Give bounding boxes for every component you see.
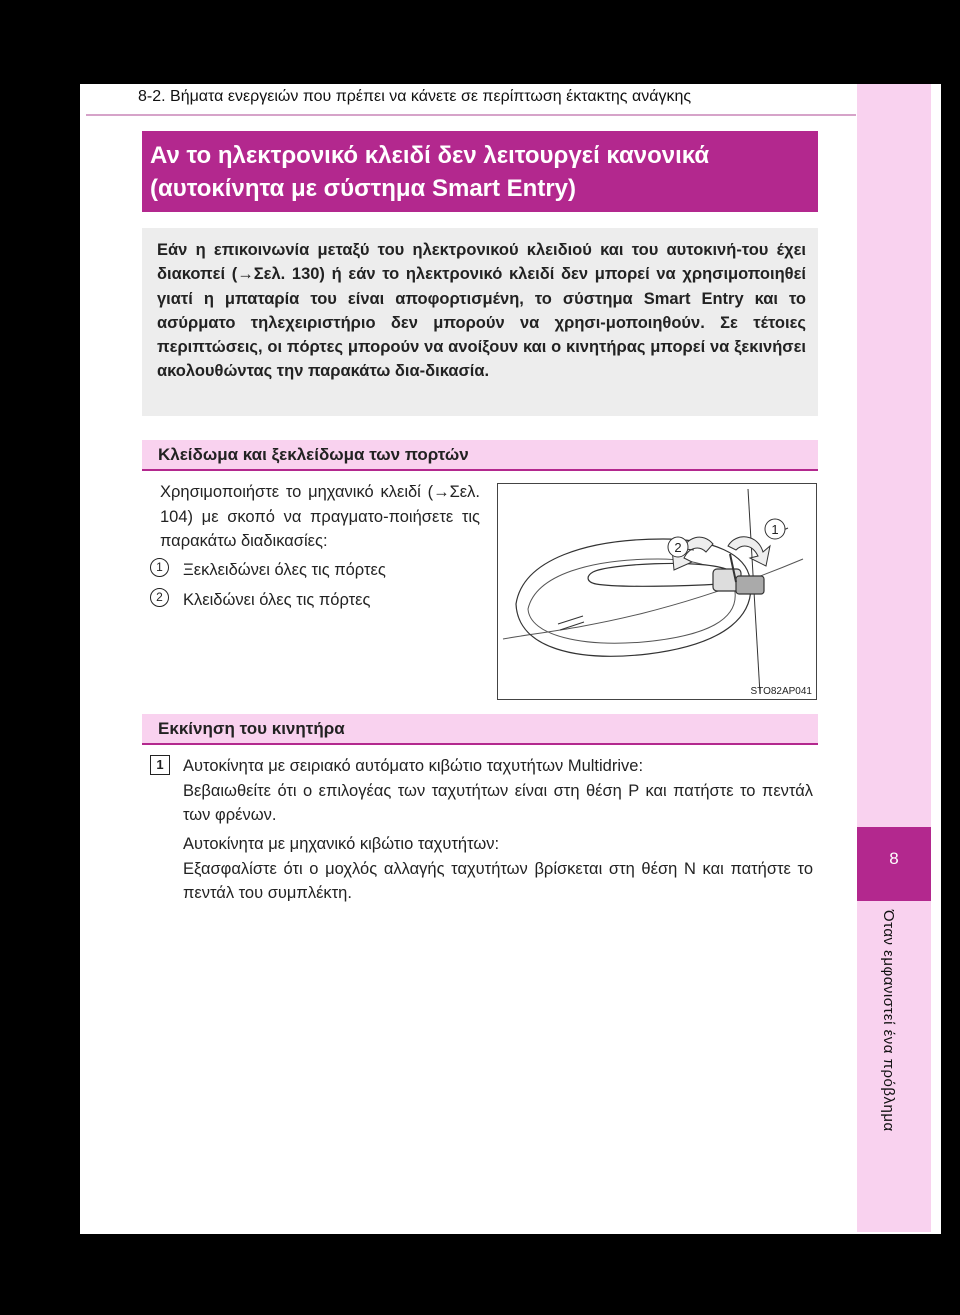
step-text-lock: Κλειδώνει όλες τις πόρτες bbox=[183, 591, 371, 609]
section-doors-heading: Κλείδωμα και ξεκλείδωμα των πορτών bbox=[142, 440, 818, 471]
step-text-unlock: Ξεκλειδώνει όλες τις πόρτες bbox=[183, 561, 386, 579]
figure-code: STO82AP041 bbox=[750, 686, 812, 697]
section-engine-heading: Εκκίνηση του κινητήρα bbox=[142, 714, 818, 745]
engine-manual-text: Εξασφαλίστε ότι ο μοχλός αλλαγής ταχυτήτων βρίσκεται στη θέση N και πατήστε το πεντάλ του συμπλέκτη. bbox=[183, 859, 813, 902]
page-title-line2: (αυτοκίνητα με σύστημα Smart Entry) bbox=[150, 175, 576, 202]
manual-page bbox=[80, 84, 941, 1234]
intro-box bbox=[142, 228, 818, 416]
doors-instructions: Χρησιμοποιήστε το μηχανικό κλειδί (→Σελ. 104) με σκοπό να πραγματο-ποιήσετε τις παρακάτω διαδικασίες: bbox=[160, 483, 480, 550]
door-key-figure bbox=[497, 483, 817, 700]
chapter-header: 8-2. Βήματα ενεργειών που πρέπει να κάνετε σε περίπτωση έκτακτης ανάγκης bbox=[138, 88, 692, 105]
intro-text: Εάν η επικοινωνία μεταξύ του ηλεκτρονικού κλειδιού και του αυτοκινή-του έχει διακοπεί (→Σελ. 130) ή εάν το ηλεκτρονικό κλειδί δεν μπορεί να χρησιμοποιηθεί γιατί η μπαταρία του είναι αποφορτισμένη, το σύστημα Smart Entry και το ασύρματο τηλεχειριστήριο δεν μπορούν να χρησι-μοποιηθούν. Σε τέτοιες περιπτώσεις, οι πόρτες μπορούν να ανοίξουν και ο κινητήρας μπορεί να ξεκινήσει ακολουθώντας την παρακάτω δια-δικασία. bbox=[157, 241, 806, 381]
engine-automatic-heading: Αυτοκίνητα με σειριακό αυτόματο κιβώτιο ταχυτήτων Multidrive: bbox=[183, 757, 644, 775]
figure-callout-2-label: 2 bbox=[674, 540, 682, 555]
engine-manual-heading: Αυτοκίνητα με μηχανικό κιβώτιο ταχυτήτων: bbox=[183, 835, 500, 853]
figure-callout-1-label: 1 bbox=[771, 522, 779, 537]
page-title bbox=[142, 131, 818, 212]
engine-step-marker: 1 bbox=[150, 755, 170, 775]
chapter-number: 8 bbox=[857, 827, 931, 901]
page-title-line1: Αν το ηλεκτρονικό κλειδί δεν λειτουργεί κανονικά bbox=[150, 142, 710, 169]
header-divider bbox=[86, 114, 856, 116]
step-marker-2: 2 bbox=[150, 588, 169, 607]
engine-para-automatic bbox=[183, 754, 813, 828]
step-marker-1: 1 bbox=[150, 558, 169, 577]
engine-automatic-text: Βεβαιωθείτε ότι ο επιλογέας των ταχυτήτων είναι στη θέση P και πατήστε το πεντάλ των φρένων. bbox=[183, 781, 813, 824]
door-handle-illustration bbox=[498, 484, 816, 699]
chapter-side-tab bbox=[857, 84, 931, 1232]
chapter-side-label: Όταν εμφανιστεί ένα πρόβλημα bbox=[880, 910, 897, 1132]
engine-para-manual bbox=[183, 832, 813, 906]
